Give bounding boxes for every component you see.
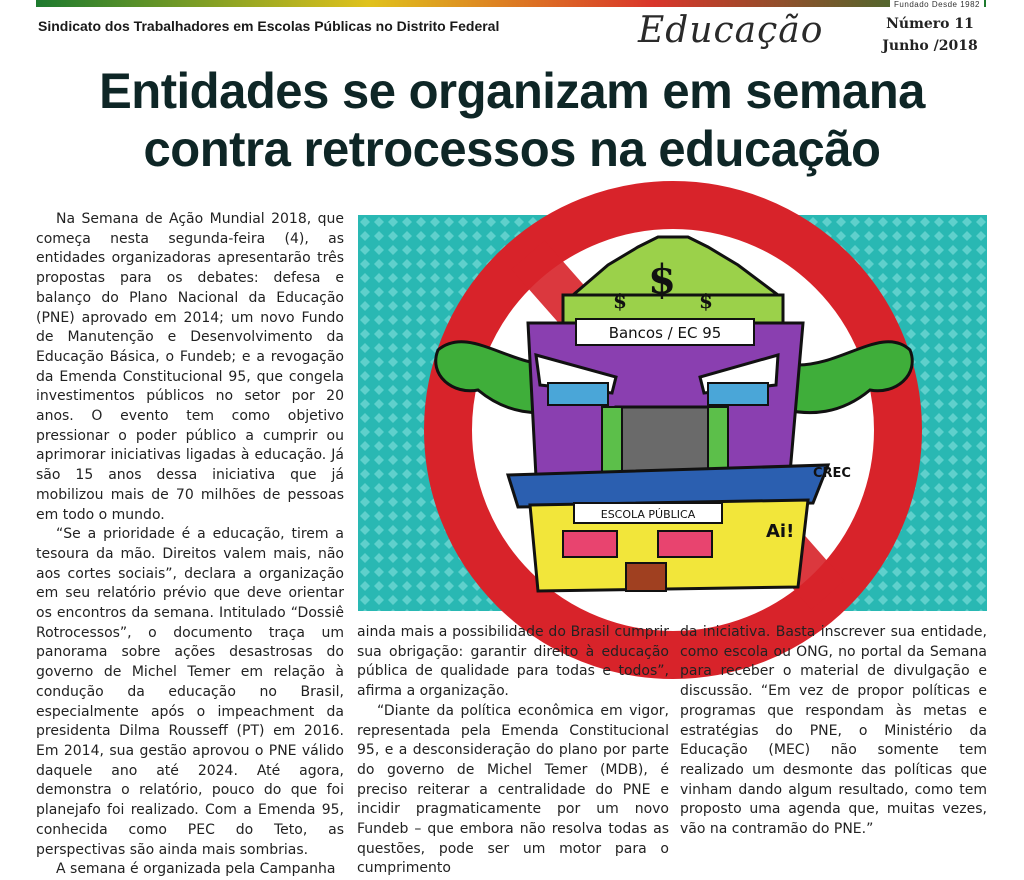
section-tag: Educação [638,10,824,51]
article-column-1 [36,210,344,878]
cry-text: Ai! [766,521,795,542]
issue-date: Junho /2018 [882,38,978,54]
article-paragraph: da iniciativa. Basta inscrever sua entidade, como escola ou ONG, no portal da Semana para receber o material de divulgação e discussão. “Em vez de propor políticas e programas que respondam às metas e estratégias do PNE, o Ministério da Educação (MEC) não somente tem realizado um desmonte das políticas que vinham dando algum resultado, como tem proposto uma agenda que, muitas vezes, vão na contramão do PNE.” [680,624,987,838]
founded-note: Fundado Desde 1982 [890,0,984,9]
article-paragraph: Na Semana de Ação Mundial 2018, que começa nesta segunda-feira (4), as entidades organizadoras apresentarão três propostas para os debates: defesa e balanço do Plano Nacional da Educação (PNE) aprovado em 2014; um novo Fundo de Manutenção e Desenvolvimento da Educação Básica, o Fundeb; e a revogação da Emenda Constitucional 95, que congela investimentos públicos no setor por 20 anos. O evento tem como objetivo pressionar o poder público a cumprir ou aprimorar iniciativas ligadas à educação. Já são 15 anos dessa iniciativa que já mobilizou mais de 70 milhões de pessoas em todo o mundo. [36,211,344,523]
crack-sound-text: CREC [813,466,851,481]
door-shutter-right [708,407,728,477]
school-window-right [658,531,712,557]
issue-number: Número 11 [886,16,974,32]
school-door [626,563,666,591]
right-window [708,383,768,405]
issue-info [870,13,990,57]
cartoon-drawing [358,215,987,611]
article-paragraph: “Diante da política econômica em vigor, representada pela Emenda Constitucional 95, e a desconsideração do plano por parte do governo de Michel Temer (MDB), é preciso reiterar a centralidade do PNE e incidir pragmaticamente por um novo Fundeb – que embora não resolva todas as questões, pode ser um motor para o cumprimento [357,702,669,877]
school-window-left [563,531,617,557]
door-shutter-left [602,407,622,477]
money-symbol-left: $ [613,289,627,313]
masthead-color-bar [36,0,986,7]
union-name: Sindicato dos Trabalhadores em Escolas Públicas no Distrito Federal [38,18,500,34]
bank-door [616,407,712,477]
article-paragraph: A semana é organizada pela Campanha [56,861,336,878]
bank-sign-text: Bancos / EC 95 [608,324,722,342]
article-paragraph: “Se a prioridade é a educação, tirem a tesoura da mão. Direitos valem mais, não aos cortes sociais”, declara a organização em seu relatório prévio que deve orientar os encontros da semana. Intitulado “Dossiê Rotrocessos”, o documento traça um panorama sobre ações desastrosas do governo de Michel Temer em relação à condução da educação no Brasil, especialmente após o impeachment da presidenta Dilma Rousseff (PT) em 2016. Em 2014, sua gestão aprovou o PNE válido daquele ano até 2024. Até agora, demonstra o relatório, pouco do que foi planejafo foi realizado. Com a Emenda 95, conhecida como PEC do Teto, as perspectivas são ainda mais sombrias. [36,526,344,858]
money-symbol-right: $ [699,289,713,313]
left-window [548,383,608,405]
money-symbol: $ [648,256,676,303]
headline-line-1: Entidades se organizam em semana [99,63,925,119]
headline-line-2: contra retrocessos na educação [143,121,881,177]
article-column-2 [357,623,669,877]
headline [10,62,1014,178]
school-sign-text: ESCOLA PÚBLICA [600,508,696,521]
article-paragraph: ainda mais a possibilidade do Brasil cumprir sua obrigação: garantir direito à educação pública de qualidade para todas e todos”, afirma a organização. [357,624,669,700]
article-column-3 [680,623,987,860]
cartoon-illustration [358,215,987,611]
